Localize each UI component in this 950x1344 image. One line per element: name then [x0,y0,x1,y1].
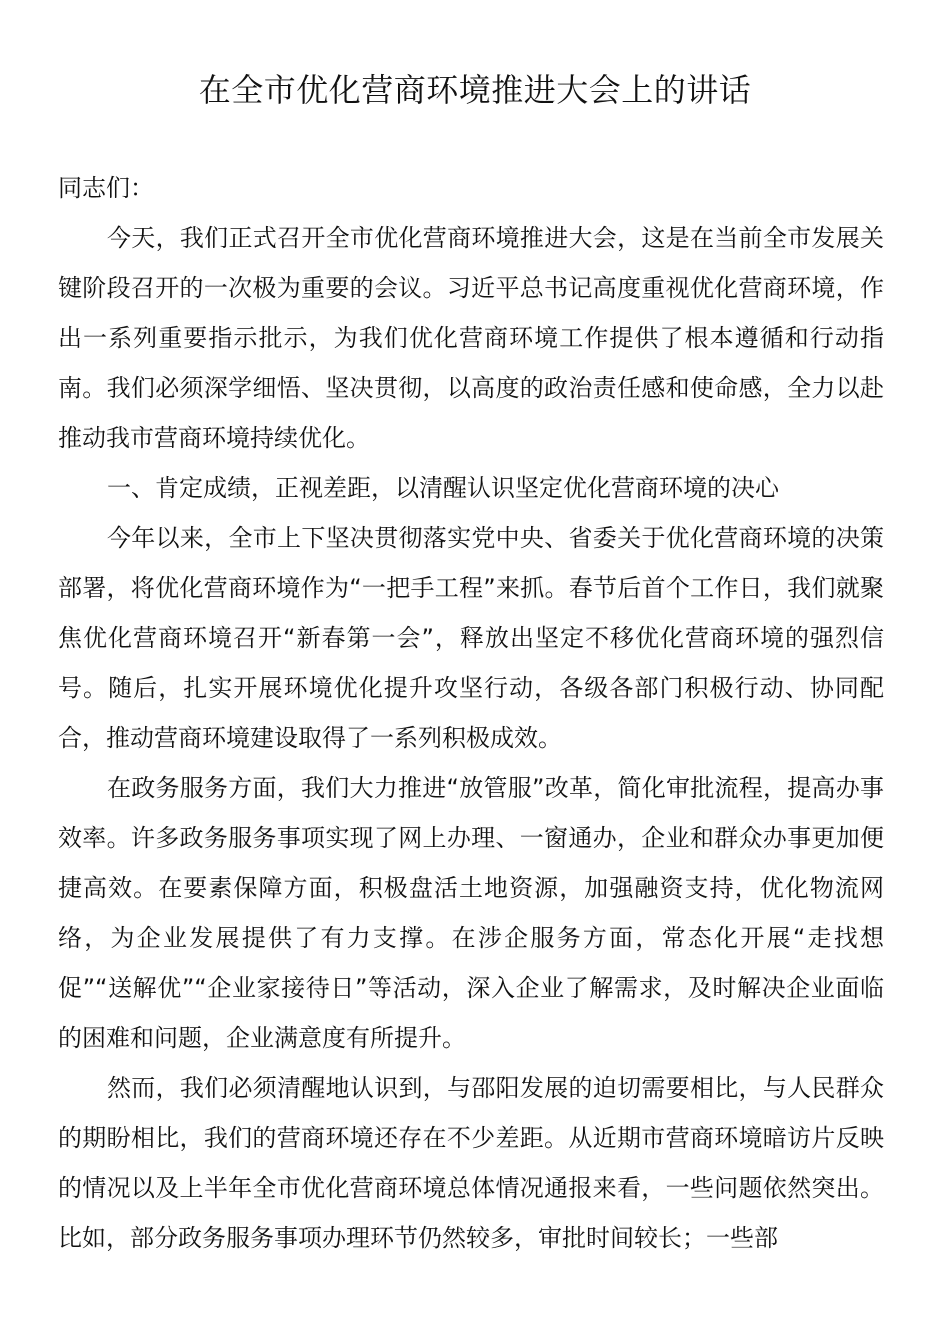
paragraph-intro: 今天，我们正式召开全市优化营商环境推进大会，这是在当前全市发展关键阶段召开的一次极为重要的会议。习近平总书记高度重视优化营商环境，作出一系列重要指示批示，为我们优化营商环境工作提供了根本遵循和行动指南。我们必须深学细悟、坚决贯彻，以高度的政治责任感和使命感，全力以赴推动我市营商环境持续优化。 [58,224,884,452]
paragraph-gaps: 然而，我们必须清醒地认识到，与邵阳发展的迫切需要相比，与人民群众的期盼相比，我们的营商环境还存在不少差距。从近期市营商环境暗访片反映的情况以及上半年全市优化营商环境总体情况通报来看，一些问题依然突出。比如，部分政务服务事项办理环节仍然较多，审批时间较长；一些部 [58,1074,884,1252]
document-body [58,163,884,1263]
salutation: 同志们： [58,174,154,202]
paragraph-achievements: 今年以来，全市上下坚决贯彻落实党中央、省委关于优化营商环境的决策部署，将优化营商环境作为“一把手工程”来抓。春节后首个工作日，我们就聚焦优化营商环境召开“新春第一会”，释放出坚定不移优化营商环境的强烈信号。随后，扎实开展环境优化提升攻坚行动，各级各部门积极行动、协同配合，推动营商环境建设取得了一系列积极成效。 [58,524,884,752]
paragraph-government-services: 在政务服务方面，我们大力推进“放管服”改革，简化审批流程，提高办事效率。许多政务服务事项实现了网上办理、一窗通办，企业和群众办事更加便捷高效。在要素保障方面，积极盘活土地资源，加强融资支持，优化物流网络，为企业发展提供了有力支撑。在涉企服务方面，常态化开展“走找想促”“送解优”“企业家接待日”等活动，深入企业了解需求，及时解决企业面临的困难和问题，企业满意度有所提升。 [58,774,884,1052]
section-heading-1: 一、肯定成绩，正视差距，以清醒认识坚定优化营商环境的决心 [107,474,779,502]
document-title: 在全市优化营商环境推进大会上的讲话 [198,71,752,109]
